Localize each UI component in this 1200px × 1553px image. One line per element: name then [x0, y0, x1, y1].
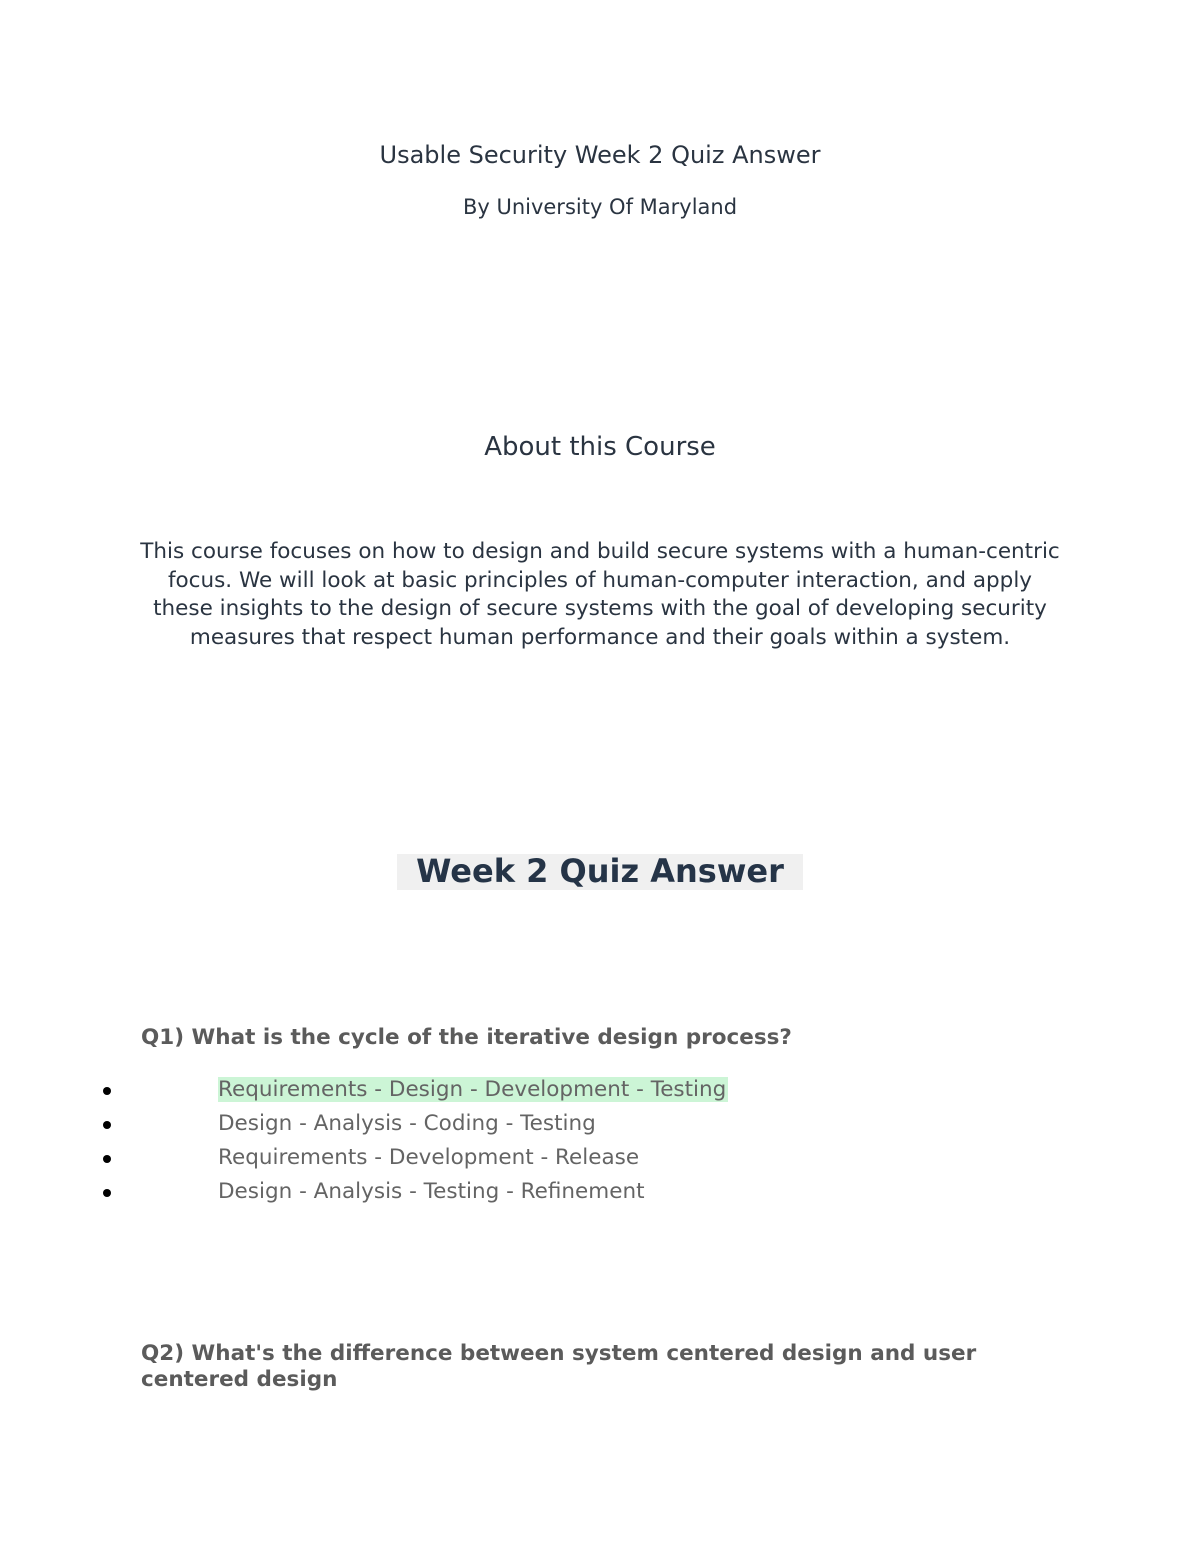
document-byline: By University Of Maryland: [462, 195, 738, 219]
answer-option: Design - Analysis - Coding - Testing: [218, 1111, 596, 1136]
option-item: [0, 1077, 1200, 1111]
correct-answer-option: Requirements - Design - Development - Testing: [218, 1077, 727, 1102]
bullet-icon: [103, 1121, 111, 1129]
question-2: Q2) What's the difference between system centered design and user centered design: [141, 1341, 977, 1392]
bullet-icon: [103, 1087, 111, 1095]
document-title: Usable Security Week 2 Quiz Answer: [379, 141, 821, 169]
about-description: This course focuses on how to design and build secure systems with a human-centric focus. We will look at basic principles of human-computer interaction, and apply these insights to the design of secure systems with the goal of developing security measures that respect human performance and their goals within a system.: [140, 539, 1060, 650]
bullet-icon: [103, 1189, 111, 1197]
answer-option: Requirements - Development - Release: [218, 1145, 640, 1170]
question-1: Q1) What is the cycle of the iterative design process?: [141, 1025, 792, 1050]
section-heading: Week 2 Quiz Answer: [416, 852, 784, 890]
about-heading: About this Course: [484, 432, 716, 462]
option-item: [0, 1111, 1200, 1145]
option-item: [0, 1145, 1200, 1179]
question-1-options: [0, 1077, 1200, 1213]
bullet-icon: [103, 1155, 111, 1163]
option-item: [0, 1179, 1200, 1213]
answer-option: Design - Analysis - Testing - Refinement: [218, 1179, 645, 1204]
